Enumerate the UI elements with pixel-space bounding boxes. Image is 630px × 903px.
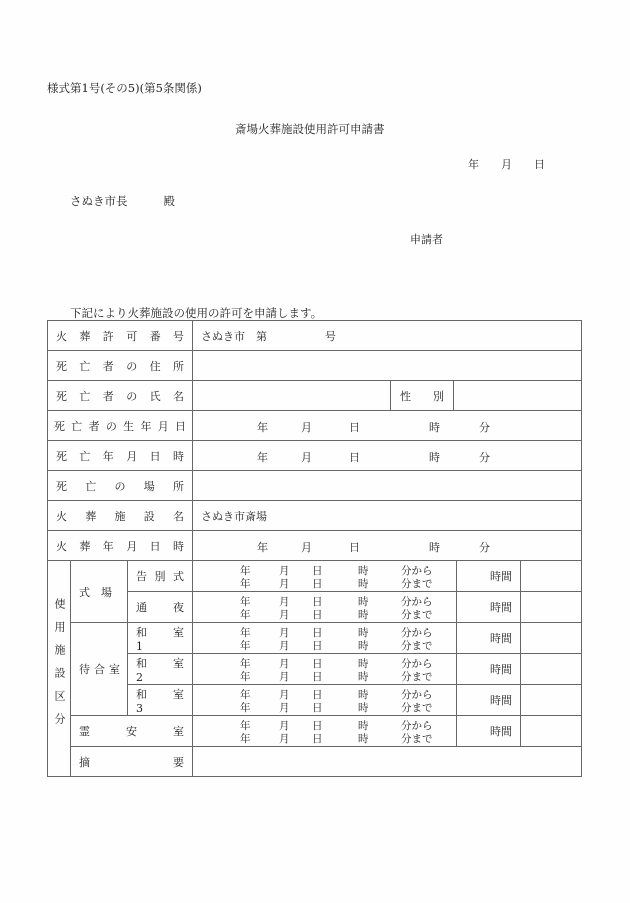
address-cell: [48, 351, 193, 381]
waiting-room-cell: [71, 623, 128, 716]
death-datetime-field[interactable]: [193, 441, 582, 471]
death-datetime-label: 死亡年月日時: [56, 449, 185, 463]
table-row: [48, 716, 582, 747]
from-unit-label: 時: [358, 627, 369, 639]
to-unit-label: 分まで: [401, 733, 433, 745]
intro-text: 下記により火葬施設の使用の許可を申請します。: [70, 306, 323, 320]
to-unit-label: 時: [358, 702, 369, 714]
table-row: [48, 381, 582, 411]
usage-section-label: 使用施設区分: [53, 598, 66, 736]
hours-label: 時間: [457, 654, 521, 685]
table-row: [48, 623, 582, 654]
date-unit-label: 日: [349, 451, 361, 464]
to-unit-label: 日: [312, 609, 323, 621]
from-unit-label: 年: [240, 720, 251, 732]
to-unit-label: 日: [312, 702, 323, 714]
date-unit-label: 年: [257, 451, 269, 464]
to-unit-label: 分まで: [401, 702, 433, 714]
date-unit-label: 月: [301, 421, 313, 434]
mortuary-cell: [71, 716, 193, 747]
to-unit-label: 日: [312, 733, 323, 745]
facility-cell: [48, 501, 193, 531]
from-unit-label: 分から: [401, 720, 433, 732]
time-range-field[interactable]: [193, 654, 457, 685]
date-unit-label: 時: [429, 451, 441, 464]
hours-field[interactable]: [521, 561, 582, 592]
date-unit-label: 時: [429, 541, 441, 554]
from-unit-label: 日: [312, 596, 323, 608]
to-unit-label: 時: [358, 671, 369, 683]
from-unit-label: 月: [279, 627, 290, 639]
date-unit-label: 月: [301, 541, 313, 554]
from-unit-label: 分から: [401, 565, 433, 577]
from-unit-label: 月: [279, 596, 290, 608]
to-unit-label: 月: [279, 733, 290, 745]
hours-label: 時間: [457, 623, 521, 654]
time-range-field[interactable]: [193, 561, 457, 592]
application-date: [468, 156, 545, 172]
time-range-field[interactable]: [193, 592, 457, 623]
table-row: [48, 685, 582, 716]
death-place-cell: [48, 471, 193, 501]
death-place-label: 死亡の場所: [56, 479, 185, 493]
from-unit-label: 日: [312, 627, 323, 639]
cremation-datetime-field[interactable]: [193, 531, 582, 561]
birth-field[interactable]: [193, 411, 582, 441]
waiting-room-label: 待合室: [79, 663, 124, 676]
death-datetime-cell: [48, 441, 193, 471]
year-label: 年: [468, 158, 479, 171]
to-unit-label: 年: [240, 640, 251, 652]
address-field[interactable]: [193, 351, 582, 381]
usage-item-cell: [128, 623, 196, 654]
from-unit-label: 日: [312, 720, 323, 732]
usage-item-label: 告別式: [136, 570, 185, 583]
hours-field[interactable]: [521, 685, 582, 716]
hours-label: 時間: [457, 716, 521, 747]
time-range-field[interactable]: [193, 623, 457, 654]
to-unit-label: 時: [358, 609, 369, 621]
permit-prefix: さぬき市 第: [201, 329, 268, 343]
form-title: 斎場火葬施設使用許可申請書: [235, 122, 385, 136]
hours-field[interactable]: [521, 592, 582, 623]
to-unit-label: 月: [279, 671, 290, 683]
from-unit-label: 月: [279, 658, 290, 670]
permit-number-cell: [48, 321, 193, 351]
honorific: 殿: [163, 194, 175, 208]
usage-item-label: 通 夜: [136, 601, 185, 614]
from-unit-label: 月: [279, 565, 290, 577]
birth-cell: [48, 411, 193, 441]
facility-label: 火葬施設名: [56, 509, 185, 523]
usage-item-cell: [128, 592, 193, 623]
table-row: [48, 561, 582, 592]
table-row: [48, 654, 582, 685]
to-unit-label: 日: [312, 671, 323, 683]
date-unit-label: 分: [479, 421, 491, 434]
to-unit-label: 年: [240, 733, 251, 745]
permit-number-label: 火葬許可番号: [56, 329, 185, 343]
date-unit-label: 日: [349, 541, 361, 554]
from-unit-label: 分から: [401, 596, 433, 608]
hours-label: 時間: [457, 685, 521, 716]
to-unit-label: 年: [240, 702, 251, 714]
day-label: 日: [534, 158, 545, 171]
application-table: [47, 320, 582, 777]
remarks-cell: [71, 747, 193, 777]
from-unit-label: 時: [358, 565, 369, 577]
time-range-field[interactable]: [193, 685, 457, 716]
permit-suffix: 号: [325, 329, 337, 343]
from-unit-label: 分から: [401, 658, 433, 670]
usage-item-cell: [128, 654, 196, 685]
to-unit-label: 分まで: [401, 640, 433, 652]
usage-item-cell: [128, 685, 196, 716]
from-unit-label: 年: [240, 689, 251, 701]
from-unit-label: 時: [358, 658, 369, 670]
sex-field[interactable]: [454, 381, 582, 411]
date-unit-label: 分: [479, 541, 491, 554]
from-unit-label: 分から: [401, 627, 433, 639]
to-unit-label: 年: [240, 671, 251, 683]
to-unit-label: 時: [358, 733, 369, 745]
from-unit-label: 時: [358, 596, 369, 608]
hours-label: 時間: [457, 561, 521, 592]
name-cell: [48, 381, 193, 411]
table-row: [48, 471, 582, 501]
name-field[interactable]: [193, 381, 391, 411]
to-unit-label: 分まで: [401, 609, 433, 621]
to-unit-label: 分まで: [401, 578, 433, 590]
date-unit-label: 分: [479, 451, 491, 464]
addressee: [70, 193, 175, 209]
usage-item-label: 和 室 3: [136, 687, 196, 715]
applicant-label: 申請者: [410, 233, 443, 246]
table-row: [48, 592, 582, 623]
to-unit-label: 月: [279, 702, 290, 714]
sex-label: 性 別: [391, 381, 454, 411]
ceremony-hall-label: 式 場: [71, 561, 128, 623]
from-unit-label: 時: [358, 689, 369, 701]
cremation-datetime-label: 火葬年月日時: [56, 539, 185, 553]
mortuary-label: 霊 安 室: [79, 725, 185, 738]
from-unit-label: 日: [312, 565, 323, 577]
address-label: 死亡者の住所: [56, 359, 185, 373]
table-row: [48, 531, 582, 561]
addressee-name: さぬき市長: [70, 194, 128, 208]
usage-item-cell: [128, 561, 193, 592]
to-unit-label: 日: [312, 578, 323, 590]
hours-label: 時間: [457, 592, 521, 623]
date-unit-label: 年: [257, 421, 269, 434]
from-unit-label: 年: [240, 596, 251, 608]
from-unit-label: 年: [240, 565, 251, 577]
from-unit-label: 月: [279, 720, 290, 732]
to-unit-label: 時: [358, 578, 369, 590]
usage-item-label: 和 室 1: [136, 625, 196, 653]
from-unit-label: 分から: [401, 689, 433, 701]
date-unit-label: 月: [301, 451, 313, 464]
hours-field[interactable]: [521, 716, 582, 747]
table-row: [48, 351, 582, 381]
from-unit-label: 日: [312, 658, 323, 670]
from-unit-label: 時: [358, 720, 369, 732]
from-unit-label: 年: [240, 627, 251, 639]
usage-section-cell: [48, 561, 71, 777]
from-unit-label: 年: [240, 658, 251, 670]
date-unit-label: 年: [257, 541, 269, 554]
form-number: 様式第1号(その5)(第5条関係): [47, 81, 202, 95]
name-label: 死亡者の氏名: [56, 389, 185, 403]
date-unit-label: 時: [429, 421, 441, 434]
to-unit-label: 月: [279, 640, 290, 652]
from-unit-label: 月: [279, 689, 290, 701]
to-unit-label: 日: [312, 640, 323, 652]
table-row: [48, 747, 582, 777]
month-label: 月: [501, 158, 512, 171]
to-unit-label: 年: [240, 578, 251, 590]
to-unit-label: 月: [279, 609, 290, 621]
table-row: [48, 321, 582, 351]
birth-label: 死亡者の生年月日: [54, 419, 187, 433]
permit-number-field[interactable]: [193, 321, 582, 351]
cremation-datetime-cell: [48, 531, 193, 561]
hours-field[interactable]: [521, 654, 582, 685]
remarks-field[interactable]: [193, 747, 582, 777]
time-range-field[interactable]: [193, 716, 457, 747]
to-unit-label: 月: [279, 578, 290, 590]
to-unit-label: 時: [358, 640, 369, 652]
hours-field[interactable]: [521, 623, 582, 654]
table-row: [48, 411, 582, 441]
from-unit-label: 日: [312, 689, 323, 701]
facility-field[interactable]: さぬき市斎場: [193, 501, 582, 531]
date-unit-label: 日: [349, 421, 361, 434]
death-place-field[interactable]: [193, 471, 582, 501]
table-row: [48, 441, 582, 471]
usage-item-label: 和 室 2: [136, 656, 196, 684]
to-unit-label: 年: [240, 609, 251, 621]
to-unit-label: 分まで: [401, 671, 433, 683]
remarks-label: 摘 要: [79, 755, 185, 769]
table-row: [48, 501, 582, 531]
